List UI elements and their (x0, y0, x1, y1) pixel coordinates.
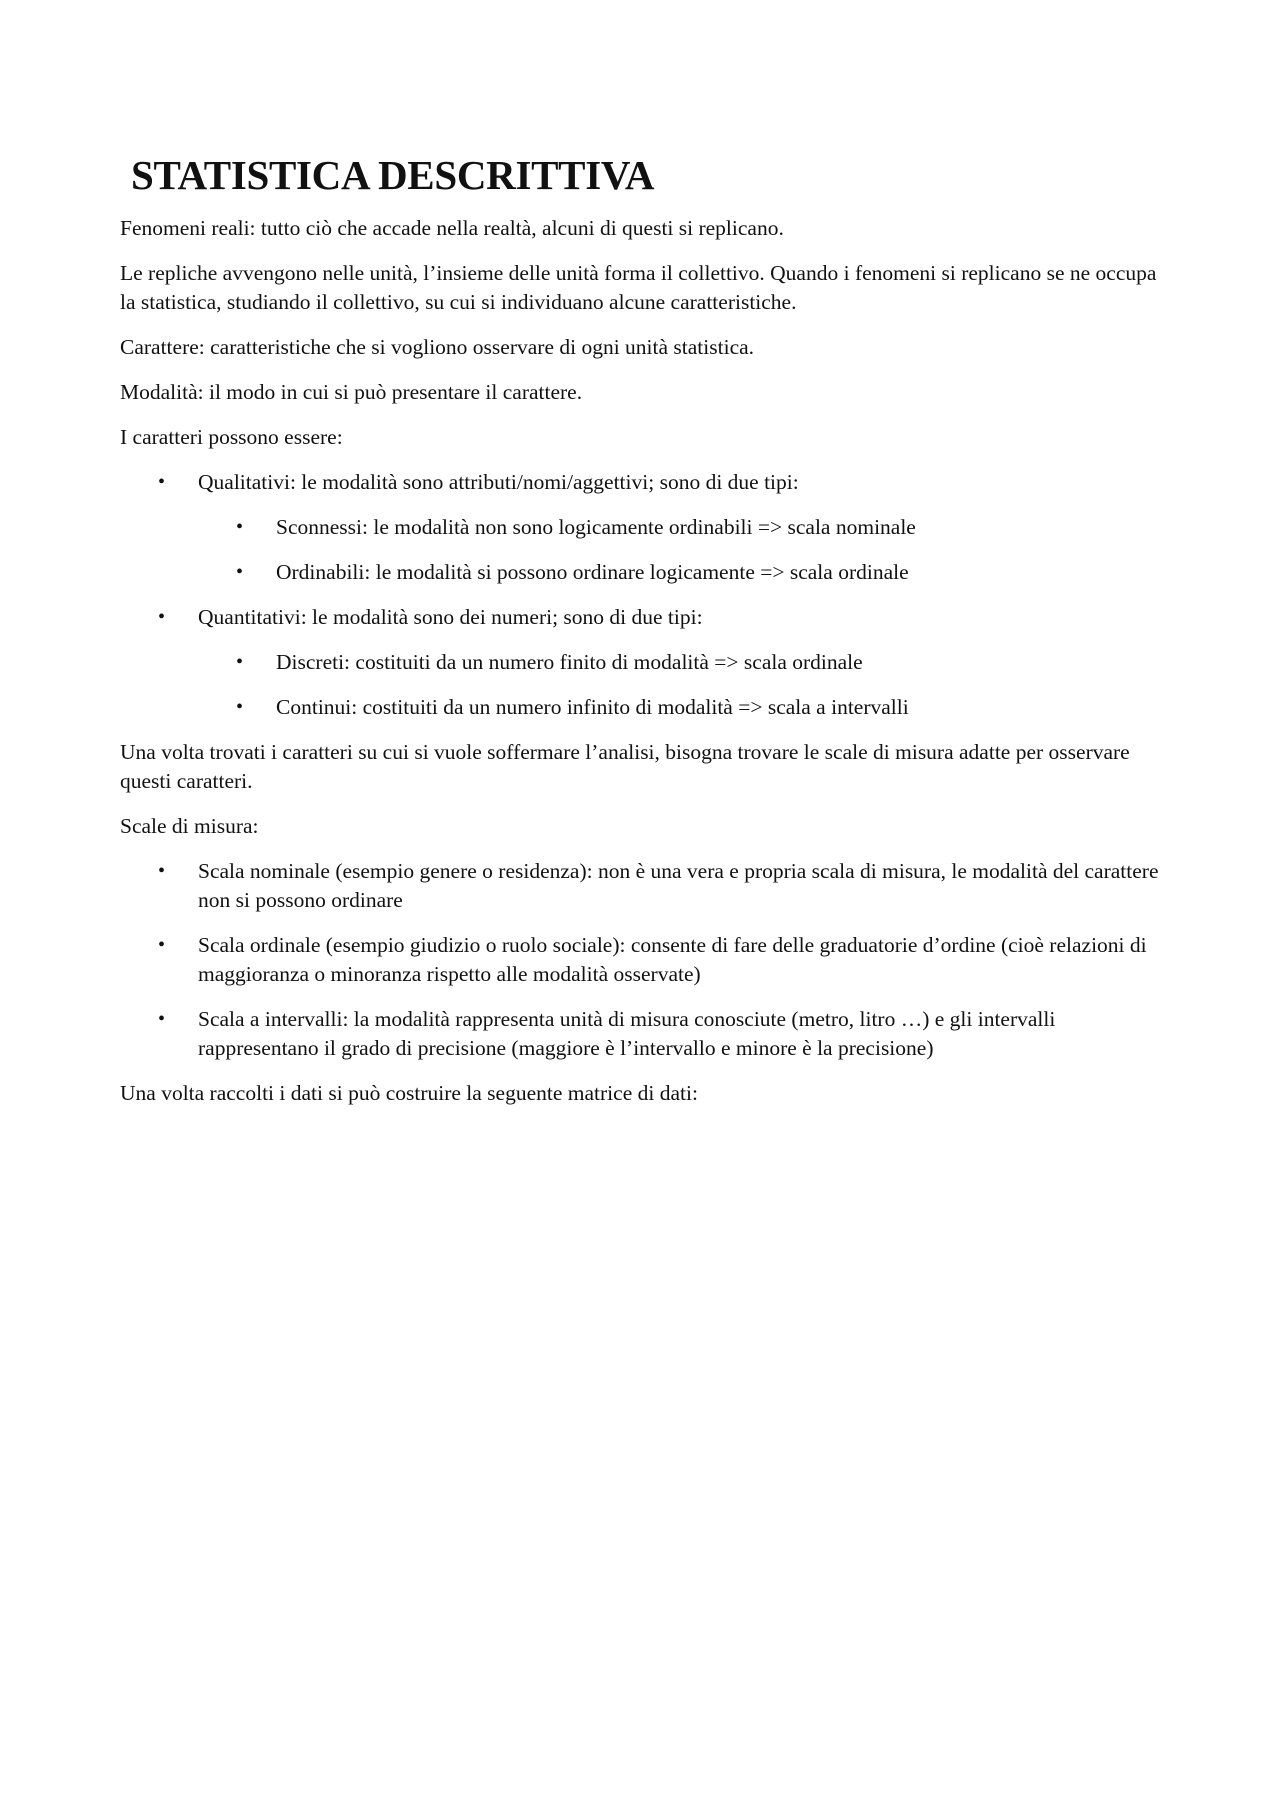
list-item-text: Ordinabili: le modalità si possono ordinare logicamente => scala ordinale (276, 560, 909, 584)
list-item-text: Qualitativi: le modalità sono attributi/nomi/aggettivi; sono di due tipi: (198, 470, 799, 494)
bullet-icon: • (158, 860, 166, 882)
paragraph-scale-di-misura: Scale di misura: (120, 814, 259, 838)
list-item-sconnessi (120, 513, 1160, 542)
document-page (120, 150, 1160, 1124)
bullet-icon: • (236, 696, 244, 718)
list-item-ordinabili (120, 558, 1160, 587)
paragraph-scale-intro: Una volta trovati i caratteri su cui si vuole soffermare l’analisi, bisogna trovare le scale di misura adatte per osservare questi caratteri. (120, 740, 1130, 793)
bullet-icon: • (158, 606, 166, 628)
caratteri-list (120, 468, 1160, 497)
quantitativi-sublist (120, 648, 1160, 722)
list-item-qualitativi (120, 468, 1160, 497)
bullet-icon: • (158, 471, 166, 493)
list-item-text: Scala ordinale (esempio giudizio o ruolo sociale): consente di fare delle graduatorie d’ordine (cioè relazioni di maggioranza o minoranza rispetto alle modalità osservate) (198, 933, 1147, 986)
list-item-text: Scala a intervalli: la modalità rappresenta unità di misura conosciute (metro, litro …) e gli intervalli rappresentano il grado di precisione (maggiore è l’intervallo e minore è la precisione) (198, 1007, 1056, 1060)
bullet-icon: • (158, 934, 166, 956)
paragraph-caratteri-intro: I caratteri possono essere: (120, 425, 343, 449)
list-item-discreti (120, 648, 1160, 677)
list-item-text: Quantitativi: le modalità sono dei numeri; sono di due tipi: (198, 605, 703, 629)
paragraph-repliche: Le repliche avvengono nelle unità, l’insieme delle unità forma il collettivo. Quando i fenomeni si replicano se ne occupa la statistica, studiando il collettivo, su cui si individuano alcune caratteristiche. (120, 261, 1157, 314)
paragraph-fenomeni-reali: Fenomeni reali: tutto ciò che accade nella realtà, alcuni di questi si replicano. (120, 216, 784, 240)
bullet-icon: • (236, 651, 244, 673)
page-title: STATISTICA DESCRITTIVA (131, 152, 655, 198)
scale-list (120, 857, 1160, 1063)
list-item-continui (120, 693, 1160, 722)
list-item-text: Continui: costituiti da un numero infinito di modalità => scala a intervalli (276, 695, 909, 719)
caratteri-list-continued (120, 603, 1160, 632)
list-item-text: Sconnessi: le modalità non sono logicamente ordinabili => scala nominale (276, 515, 916, 539)
list-item-scala-nominale (120, 857, 1160, 915)
bullet-icon: • (236, 516, 244, 538)
bullet-icon: • (236, 561, 244, 583)
paragraph-modalita: Modalità: il modo in cui si può presentare il carattere. (120, 380, 583, 404)
bullet-icon: • (158, 1008, 166, 1030)
list-item-text: Scala nominale (esempio genere o residenza): non è una vera e propria scala di misura, le modalità del carattere non si possono ordinare (198, 859, 1159, 912)
list-item-scala-ordinale (120, 931, 1160, 989)
list-item-scala-intervalli (120, 1005, 1160, 1063)
paragraph-matrice-dati: Una volta raccolti i dati si può costruire la seguente matrice di dati: (120, 1081, 698, 1105)
list-item-text: Discreti: costituiti da un numero finito di modalità => scala ordinale (276, 650, 863, 674)
qualitativi-sublist (120, 513, 1160, 587)
list-item-quantitativi (120, 603, 1160, 632)
paragraph-carattere: Carattere: caratteristiche che si vogliono osservare di ogni unità statistica. (120, 335, 755, 359)
